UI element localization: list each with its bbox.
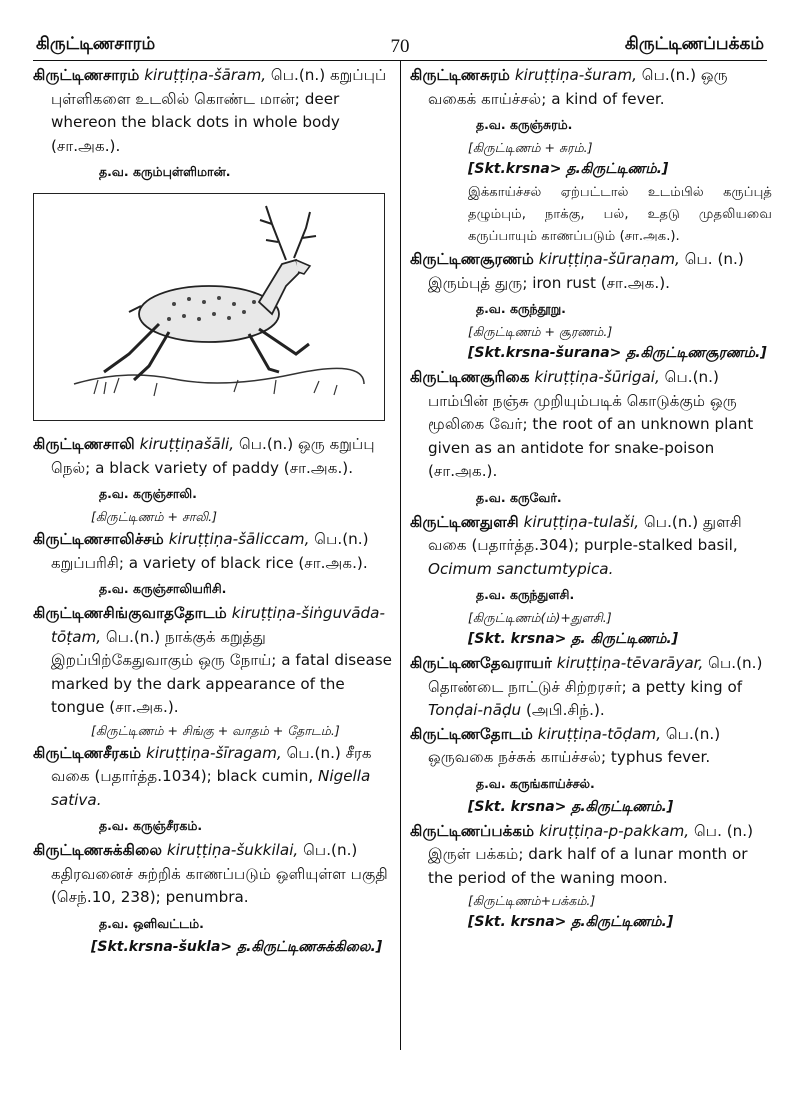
headword: கிருட்டிணசுரம்	[410, 66, 510, 84]
definition: பெ. (n.) இருள் பக்கம்; dark half of a lunar month or the period of the waning moon.	[428, 821, 754, 887]
left-column	[33, 64, 395, 960]
entry	[33, 602, 395, 720]
entry	[410, 64, 772, 111]
scientific-name: Ocimum sanctumtypica.	[428, 559, 614, 578]
etymology: [கிருட்டிணம் + சூரணம்.]	[468, 324, 613, 339]
transliteration: kiruṭṭiṇa-šūrigai,	[534, 368, 660, 386]
transliteration: kiruṭṭiṇa-tulaši,	[523, 512, 640, 531]
pure-tamil-equivalent: த.வ. கருந்தூறு.	[476, 301, 566, 316]
etymology: [கிருட்டிணம் + சாலி.]	[91, 509, 218, 524]
entry	[410, 652, 772, 723]
definition: பெ. (n.) இரும்புத் துரு; iron rust (சா.அக.).	[428, 250, 744, 292]
etymology: [கிருட்டிணம்(ம்)+துளசி.]	[468, 610, 612, 625]
running-head-left: கிருட்டிணசாரம்	[36, 34, 156, 54]
pure-tamil-equivalent: த.வ. கருஞ்சாலி.	[99, 486, 197, 501]
transliteration: kiruṭṭiṇa-šuram,	[514, 66, 637, 84]
sanskrit-etymology: [Skt.krsna> த.கிருட்டிணம்.]	[468, 161, 669, 177]
running-head-right: கிருட்டிணப்பக்கம்	[624, 34, 764, 54]
definition: பெ.(n.) ஒருவகை நச்சுக் காய்ச்சல்; typhus fever.	[428, 724, 721, 766]
sanskrit-etymology: [Skt.krsna-šukla> த.கிருட்டிணசுக்கிலை.]	[91, 938, 383, 955]
definition: பெ.(n.) நாக்குக் கறுத்து இறப்பிற்கேதுவாகும் ஒரு நோய்; a fatal disease marked by the dark appearance of the tongue (சா.அக.).	[51, 627, 393, 716]
transliteration: kiruṭṭiṇa-šūraṇam,	[538, 250, 680, 268]
entry	[33, 742, 395, 813]
entry	[410, 248, 772, 295]
deer-illustration	[33, 193, 385, 421]
place-name: Tonḍai-nāḍu	[428, 701, 522, 719]
entry	[410, 723, 772, 770]
definition: பெ.(n.) கதிரவனைச் சுற்றிக் காணப்படும் ஒளியுள்ள பகுதி (செந்.10, 238); penumbra.	[51, 841, 388, 906]
deer-icon	[34, 194, 384, 420]
transliteration: kiruṭṭiṇa-šīragam,	[146, 743, 282, 762]
headword: கிருட்டிணப்பக்கம்	[410, 821, 535, 840]
sanskrit-etymology: [Skt. krsna> த.கிருட்டிணம்.]	[468, 914, 674, 930]
entry	[33, 839, 395, 910]
headword: கிருட்டிணதுளசி	[410, 512, 519, 531]
etymology: [கிருட்டிணம்+பக்கம்.]	[468, 893, 596, 908]
transliteration: kiruṭṭiṇašāli,	[139, 435, 235, 453]
transliteration: kiruṭṭiṇa-p-pakkam,	[539, 821, 690, 840]
transliteration: kiruṭṭiṇa-tōḍam,	[537, 724, 662, 743]
entry	[410, 511, 772, 582]
etymology: [கிருட்டிணம் + சுரம்.]	[468, 140, 593, 155]
transliteration: kiruṭṭiṇa-tēvarāyar,	[556, 654, 704, 672]
usage-note: இக்காய்ச்சல் ஏற்பட்டால் உடம்பில் கருப்புத் தழும்பும், நாக்கு, பல், உதடு முதலியவை கருப்பாயும் காணப்படும் (சா.அக.).	[468, 185, 772, 244]
entry	[410, 366, 772, 484]
definition: பெ.(n.) சீரக வகை (பதார்த்த.1034); black cumin,	[51, 743, 372, 785]
definition: பெ.(n.) கறுப்பரிசி; a variety of black rice (சா.அக.).	[51, 530, 369, 572]
entry	[33, 433, 395, 480]
definition: பெ.(n.) ஒரு கறுப்பு நெல்; a black variety of paddy (சா.அக.).	[51, 435, 375, 477]
headword: கிருட்டிணசாரம்	[33, 66, 140, 84]
entry	[410, 820, 772, 891]
headword: கிருட்டிணதேவராயர்	[410, 654, 552, 672]
headword: கிருட்டிணசுக்கிலை	[33, 841, 163, 859]
transliteration: kiruṭṭiṇa-šiṅguvāda-tōṭam,	[51, 604, 385, 646]
page-number: 70	[390, 36, 410, 57]
pure-tamil-equivalent: த.வ. கருந்துளசி.	[476, 587, 575, 602]
headword: கிருட்டிணசீரகம்	[33, 743, 142, 762]
pure-tamil-equivalent: த.வ. கருவேர்.	[476, 489, 562, 505]
headword: கிருட்டிணசூரணம்	[410, 250, 534, 268]
headword: கிருட்டிணசாலிச்சம்	[33, 530, 164, 548]
pure-tamil-equivalent: த.வ. கருஞ்சுரம்.	[476, 117, 573, 132]
right-column	[410, 64, 772, 935]
column-divider	[400, 60, 401, 1050]
headword: கிருட்டிணசிங்குவாததோடம்	[33, 604, 227, 622]
definition: பெ.(n.) கறுப்புப் புள்ளிகளை உடலில் கொண்ட மான்; deer whereon the black dots in whole body (சா.அக.).	[51, 66, 387, 155]
transliteration: kiruṭṭiṇa-šukkilai,	[166, 841, 299, 859]
definition: பெ.(n.) பாம்பின் நஞ்சு முறியும்படிக் கொடுக்கும் ஒரு மூலிகை வேர்; the root of an unknown plant given as an antidote for snake-poison (சா.அக.).	[428, 368, 754, 480]
headword: கிருட்டிணசூரிகை	[410, 368, 530, 386]
etymology: [கிருட்டிணம் + சிங்கு + வாதம் + தோடம்.]	[91, 722, 340, 738]
pure-tamil-equivalent: த.வ. கருஞ்சாலியரிசி.	[99, 581, 227, 596]
definition: பெ.(n.) தொண்டை நாட்டுச் சிற்றரசர்; a petty king of	[428, 654, 763, 696]
sanskrit-etymology: [Skt.krsna-šurana> த.கிருட்டிணசூரணம்.]	[468, 345, 767, 361]
pure-tamil-equivalent: த.வ. கருங்காய்ச்சல்.	[476, 775, 595, 791]
scientific-name: Nigella sativa.	[51, 767, 371, 809]
entry	[33, 528, 395, 575]
transliteration: kiruṭṭiṇa-šāliccam,	[168, 530, 310, 548]
pure-tamil-equivalent: த.வ. ஒளிவட்டம்.	[99, 915, 204, 931]
headword: கிருட்டிணதோடம்	[410, 724, 533, 743]
transliteration: kiruṭṭiṇa-šāram,	[144, 66, 267, 84]
sanskrit-etymology: [Skt. krsna> த. கிருட்டிணம்.]	[468, 631, 679, 647]
definition: பெ.(n.) ஒரு வகைக் காய்ச்சல்; a kind of fever.	[428, 66, 728, 108]
sanskrit-etymology: [Skt. krsna> த.கிருட்டிணம்.]	[468, 798, 674, 815]
definition-tail: (அபி.சிந்.).	[521, 701, 605, 719]
entry	[33, 64, 395, 158]
pure-tamil-equivalent: த.வ. கருஞ்சீரகம்.	[99, 818, 203, 833]
definition: பெ.(n.) துளசி வகை (பதார்த்த.304); purple-stalked basil,	[428, 512, 742, 554]
pure-tamil-equivalent: த.வ. கரும்புள்ளிமான்.	[99, 164, 231, 179]
headword: கிருட்டிணசாலி	[33, 435, 135, 453]
